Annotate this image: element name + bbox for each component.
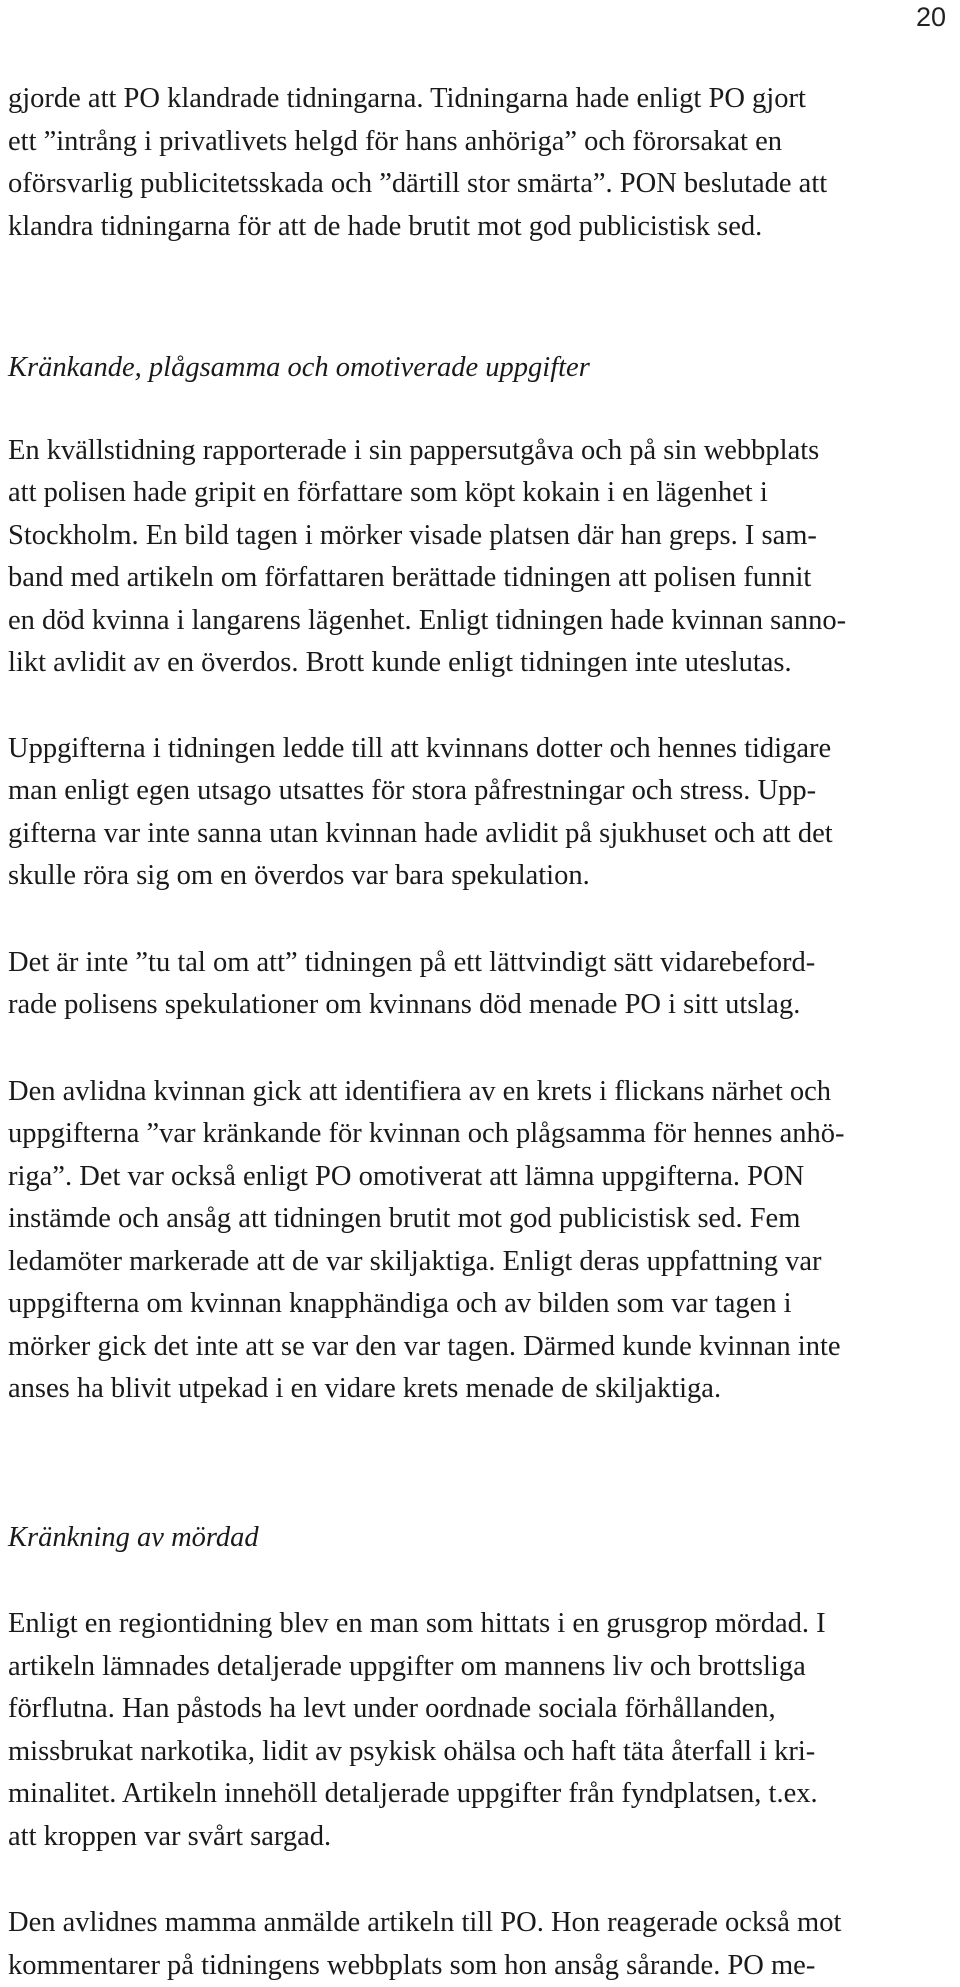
text-line: förflutna. Han påstods ha levt under oordnade sociala förhållanden, (8, 1688, 948, 1731)
text-line: En kvällstidning rapporterade i sin pappersutgåva och på sin webbplats (8, 430, 948, 473)
paragraph-po-statement (8, 942, 948, 1027)
text-line: ledamöter markerade att de var skiljaktiga. Enligt deras uppfattning var (8, 1241, 948, 1284)
text-line: riga”. Det var också enligt PO omotiverat att lämna uppgifterna. PON (8, 1156, 948, 1199)
paragraph-regiontidning-report (8, 1603, 948, 1858)
paragraph-pon-decision (8, 1071, 948, 1411)
text-line: rade polisens spekulationer om kvinnans död menade PO i sitt utslag. (8, 984, 948, 1027)
text-line: mörker gick det inte att se var den var tagen. Därmed kunde kvinnan inte (8, 1326, 948, 1369)
text-line: minalitet. Artikeln innehöll detaljerade uppgifter från fyndplatsen, t.ex. (8, 1773, 948, 1816)
section-heading-krankning-av-mordad: Kränkning av mördad (8, 1517, 948, 1560)
text-line: att polisen hade gripit en författare som köpt kokain i en lägenhet i (8, 472, 948, 515)
text-line: ett ”intrång i privatlivets helgd för hans anhöriga” och förorsakat en (8, 121, 948, 164)
text-line: Uppgifterna i tidningen ledde till att kvinnans dotter och hennes tidigare (8, 728, 948, 771)
text-line: Enligt en regiontidning blev en man som hittats i en grusgrop mördad. I (8, 1603, 948, 1646)
document-body (8, 78, 948, 1987)
paragraph-mother-complaint (8, 1902, 948, 1987)
page-number: 20 (916, 2, 946, 33)
text-line: instämde och ansåg att tidningen brutit mot god publicistisk sed. Fem (8, 1198, 948, 1241)
text-line: att kroppen var svårt sargad. (8, 1816, 948, 1859)
paragraph-kvallstidning-report (8, 430, 948, 685)
text-line: man enligt egen utsago utsattes för stora påfrestningar och stress. Upp- (8, 770, 948, 813)
text-line: Den avlidnes mamma anmälde artikeln till PO. Hon reagerade också mot (8, 1902, 948, 1945)
text-line: anses ha blivit utpekad i en vidare krets menade de skiljaktiga. (8, 1368, 948, 1411)
text-line: band med artikeln om författaren berättade tidningen att polisen funnit (8, 557, 948, 600)
paragraph-consequences (8, 728, 948, 898)
section-heading-krankande: Kränkande, plågsamma och omotiverade uppgifter (8, 347, 948, 390)
text-line: missbrukat narkotika, lidit av psykisk ohälsa och haft täta återfall i kri- (8, 1731, 948, 1774)
text-line: gifterna var inte sanna utan kvinnan hade avlidit på sjukhuset och att det (8, 813, 948, 856)
paragraph-po-ruling-continued (8, 78, 948, 248)
text-line: gjorde att PO klandrade tidningarna. Tidningarna hade enligt PO gjort (8, 78, 948, 121)
text-line: skulle röra sig om en överdos var bara spekulation. (8, 855, 948, 898)
text-line: oförsvarlig publicitetsskada och ”därtill stor smärta”. PON beslutade att (8, 163, 948, 206)
text-line: uppgifterna om kvinnan knapphändiga och av bilden som var tagen i (8, 1283, 948, 1326)
text-line: kommentarer på tidningens webbplats som hon ansåg sårande. PO me- (8, 1945, 948, 1987)
text-line: uppgifterna ”var kränkande för kvinnan och plågsamma för hennes anhö- (8, 1113, 948, 1156)
text-line: klandra tidningarna för att de hade brutit mot god publicistisk sed. (8, 206, 948, 249)
text-line: Det är inte ”tu tal om att” tidningen på ett lättvindigt sätt vidarebeford- (8, 942, 948, 985)
text-line: Stockholm. En bild tagen i mörker visade platsen där han greps. I sam- (8, 515, 948, 558)
text-line: artikeln lämnades detaljerade uppgifter om mannens liv och brottsliga (8, 1646, 948, 1689)
text-line: Den avlidna kvinnan gick att identifiera av en krets i flickans närhet och (8, 1071, 948, 1114)
text-line: en död kvinna i langarens lägenhet. Enligt tidningen hade kvinnan sanno- (8, 600, 948, 643)
text-line: likt avlidit av en överdos. Brott kunde enligt tidningen inte uteslutas. (8, 642, 948, 685)
